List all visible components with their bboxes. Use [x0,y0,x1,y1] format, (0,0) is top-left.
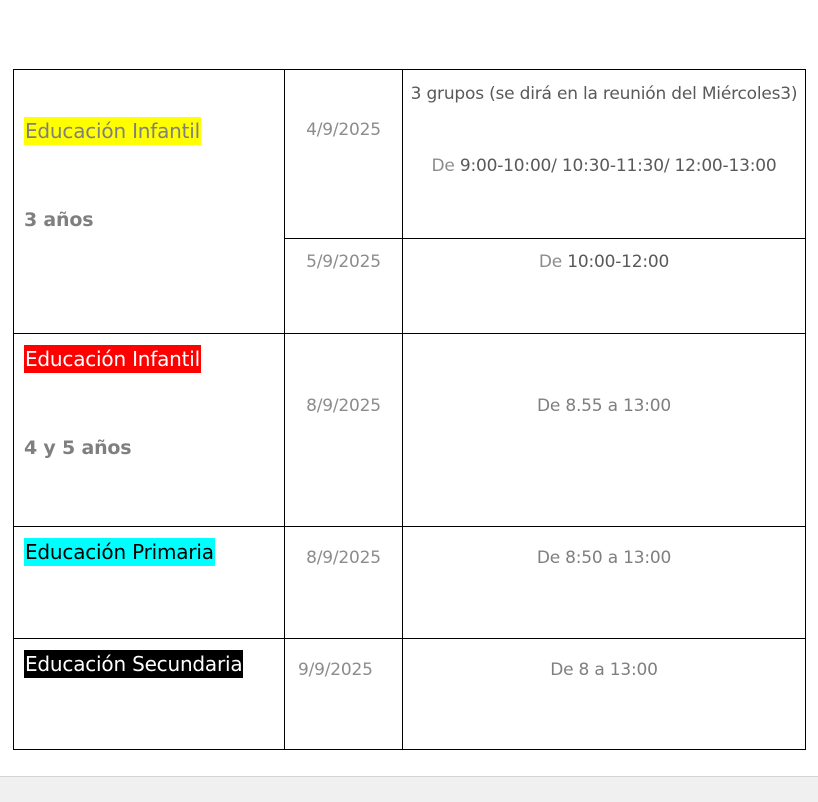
time-value [403,156,805,176]
date-cell [285,334,403,527]
table-row [14,70,806,239]
date-value: 5/9/2025 [306,252,381,272]
groups-note: 3 grupos (se dirá en la reunión del Miércoles3) [410,84,798,104]
date-value: 9/9/2025 [298,660,373,680]
time-hours: 9:00-10:00/ 10:30-11:30/ 12:00-13:00 [459,156,777,176]
level-cell-infantil-3 [14,70,285,334]
level-label-primaria: Educación Primaria [25,540,214,564]
time-value: De 8:50 a 13:00 [536,548,672,568]
date-value: 8/9/2025 [306,548,381,568]
time-cell [403,70,806,239]
level-cell-infantil-4-5 [14,334,285,527]
level-label-infantil: Educación Infantil [25,347,200,371]
table-row [14,334,806,527]
level-label-secundaria: Educación Secundaria [25,652,243,676]
age-label: 3 años [24,209,94,231]
date-value: 8/9/2025 [306,396,381,416]
schedule-table [13,69,806,750]
age-label: 4 y 5 años [24,437,132,459]
status-bar [0,776,818,802]
level-label-infantil: Educación Infantil [25,119,200,143]
date-cell [285,639,403,750]
time-cell [403,527,806,639]
date-cell [285,239,403,334]
time-cell [403,639,806,750]
time-cell [403,334,806,527]
level-cell-secundaria [14,639,285,750]
time-value: De 8.55 a 13:00 [536,396,672,416]
time-cell [403,239,806,334]
table-row [14,527,806,639]
level-cell-primaria [14,527,285,639]
table-row [14,639,806,750]
time-hours: 10:00-12:00 [567,252,670,272]
date-cell [285,527,403,639]
date-value: 4/9/2025 [306,120,381,140]
date-cell [285,70,403,239]
time-value: De 8 a 13:00 [550,660,658,680]
time-prefix: De [538,252,562,272]
time-prefix: De [431,156,455,176]
